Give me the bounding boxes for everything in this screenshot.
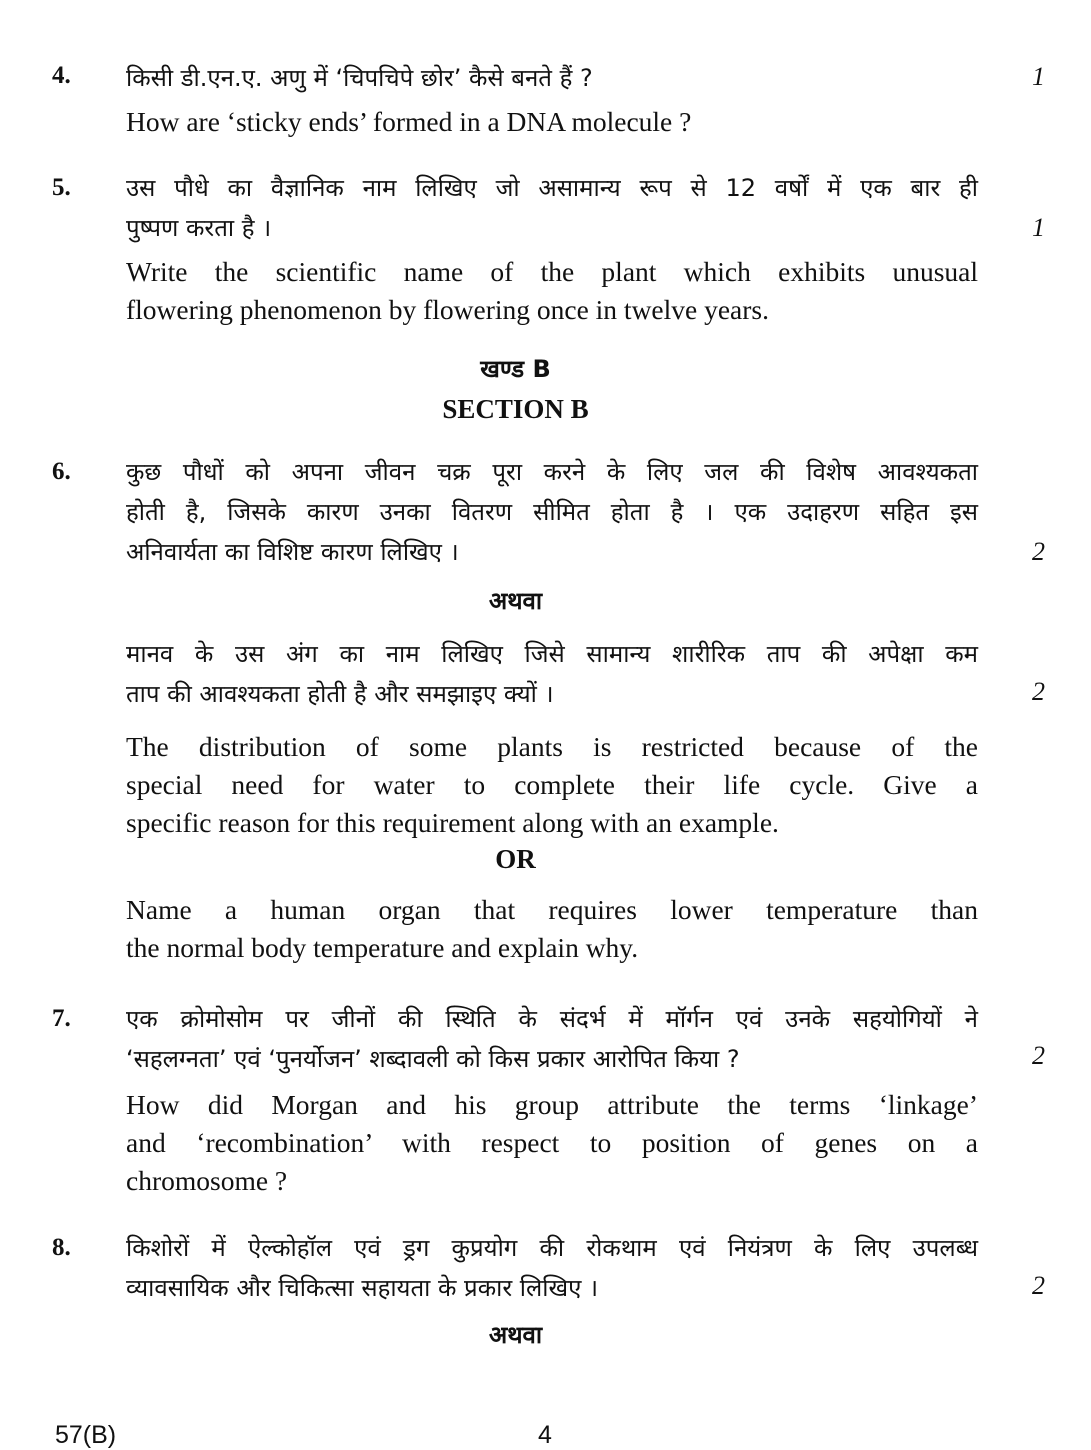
question-hindi (126, 452, 978, 572)
text-line: पुष्पण करता है । (126, 214, 272, 242)
text-line: एक क्रोमोसोम पर जीनों की स्थिति के संदर्भ में मॉर्गन एवं उनके सहयोगियों ने (126, 1005, 978, 1033)
paper-code: 57(B) (55, 1421, 117, 1449)
text-line: होती है, जिसके कारण उनका वितरण सीमित होता है । एक उदाहरण सहित इस (126, 498, 978, 526)
question-english (126, 253, 978, 329)
text-line: specific reason for this requirement along with an example. (126, 807, 779, 838)
section-heading-hindi: खण्ड B (480, 355, 551, 383)
question-hindi (126, 168, 978, 248)
text-line: How are ‘sticky ends’ formed in a DNA molecule ? (126, 106, 692, 137)
text-line: ‘सहलग्नता’ एवं ‘पुनर्योजन’ शब्दावली को किस प्रकार आरोपित किया ? (126, 1045, 740, 1073)
marks: 2 (1032, 1271, 1045, 1300)
marks: 1 (1032, 62, 1045, 91)
question-number: 7. (52, 1005, 71, 1032)
question-number: 4. (52, 62, 71, 89)
or-label-hindi: अथवा (488, 587, 543, 615)
question-number: 5. (52, 174, 71, 201)
question-english (126, 728, 978, 842)
question-number: 6. (52, 458, 71, 485)
or-label: OR (495, 844, 536, 874)
text-line: ताप की आवश्यकता होती है और समझाइए क्यों । (126, 680, 554, 708)
text-line: special need for water to complete their life cycle. Give a (126, 769, 978, 800)
text-line: व्यावसायिक और चिकित्सा सहायता के प्रकार लिखिए । (126, 1274, 599, 1302)
text-line: How did Morgan and his group attribute the terms ‘linkage’ (126, 1089, 978, 1120)
question-english (126, 103, 978, 141)
section-heading: SECTION B (442, 394, 589, 424)
text-line: मानव के उस अंग का नाम लिखिए जिसे सामान्य शारीरिक ताप की अपेक्षा कम (126, 640, 978, 668)
text-line: Name a human organ that requires lower temperature than (126, 894, 978, 925)
text-line: उस पौधे का वैज्ञानिक नाम लिखिए जो असामान्य रूप से 12 वर्षों में एक बार ही (126, 174, 978, 202)
page-number: 4 (538, 1421, 552, 1449)
or-label-hindi: अथवा (488, 1321, 543, 1349)
question-english (126, 1086, 978, 1200)
marks: 1 (1032, 213, 1045, 242)
text-line: chromosome ? (126, 1165, 288, 1196)
text-line: and ‘recombination’ with respect to position of genes on a (126, 1127, 978, 1158)
text-line: अनिवार्यता का विशिष्ट कारण लिखिए । (126, 538, 459, 566)
question-hindi (126, 58, 978, 98)
question-number: 8. (52, 1234, 71, 1261)
text-line: किशोरों में ऐल्कोहॉल एवं ड्रग कुप्रयोग की रोकथाम एवं नियंत्रण के लिए उपलब्ध (126, 1234, 978, 1262)
text-line: The distribution of some plants is restricted because of the (126, 731, 978, 762)
text-line: Write the scientific name of the plant which exhibits unusual (126, 256, 978, 287)
marks: 2 (1032, 1041, 1045, 1070)
question-hindi (126, 999, 978, 1079)
text-line: the normal body temperature and explain why. (126, 932, 639, 963)
question-hindi-alternative (126, 634, 978, 714)
question-hindi (126, 1228, 978, 1308)
marks: 2 (1032, 537, 1045, 566)
marks: 2 (1032, 677, 1045, 706)
text-line: कुछ पौधों को अपना जीवन चक्र पूरा करने के लिए जल की विशेष आवश्यकता (126, 458, 978, 486)
text-line: flowering phenomenon by flowering once in twelve years. (126, 294, 770, 325)
question-english-alternative (126, 891, 978, 967)
text-line: किसी डी.एन.ए. अणु में ‘चिपचिपे छोर’ कैसे बनते हैं ? (126, 64, 593, 92)
